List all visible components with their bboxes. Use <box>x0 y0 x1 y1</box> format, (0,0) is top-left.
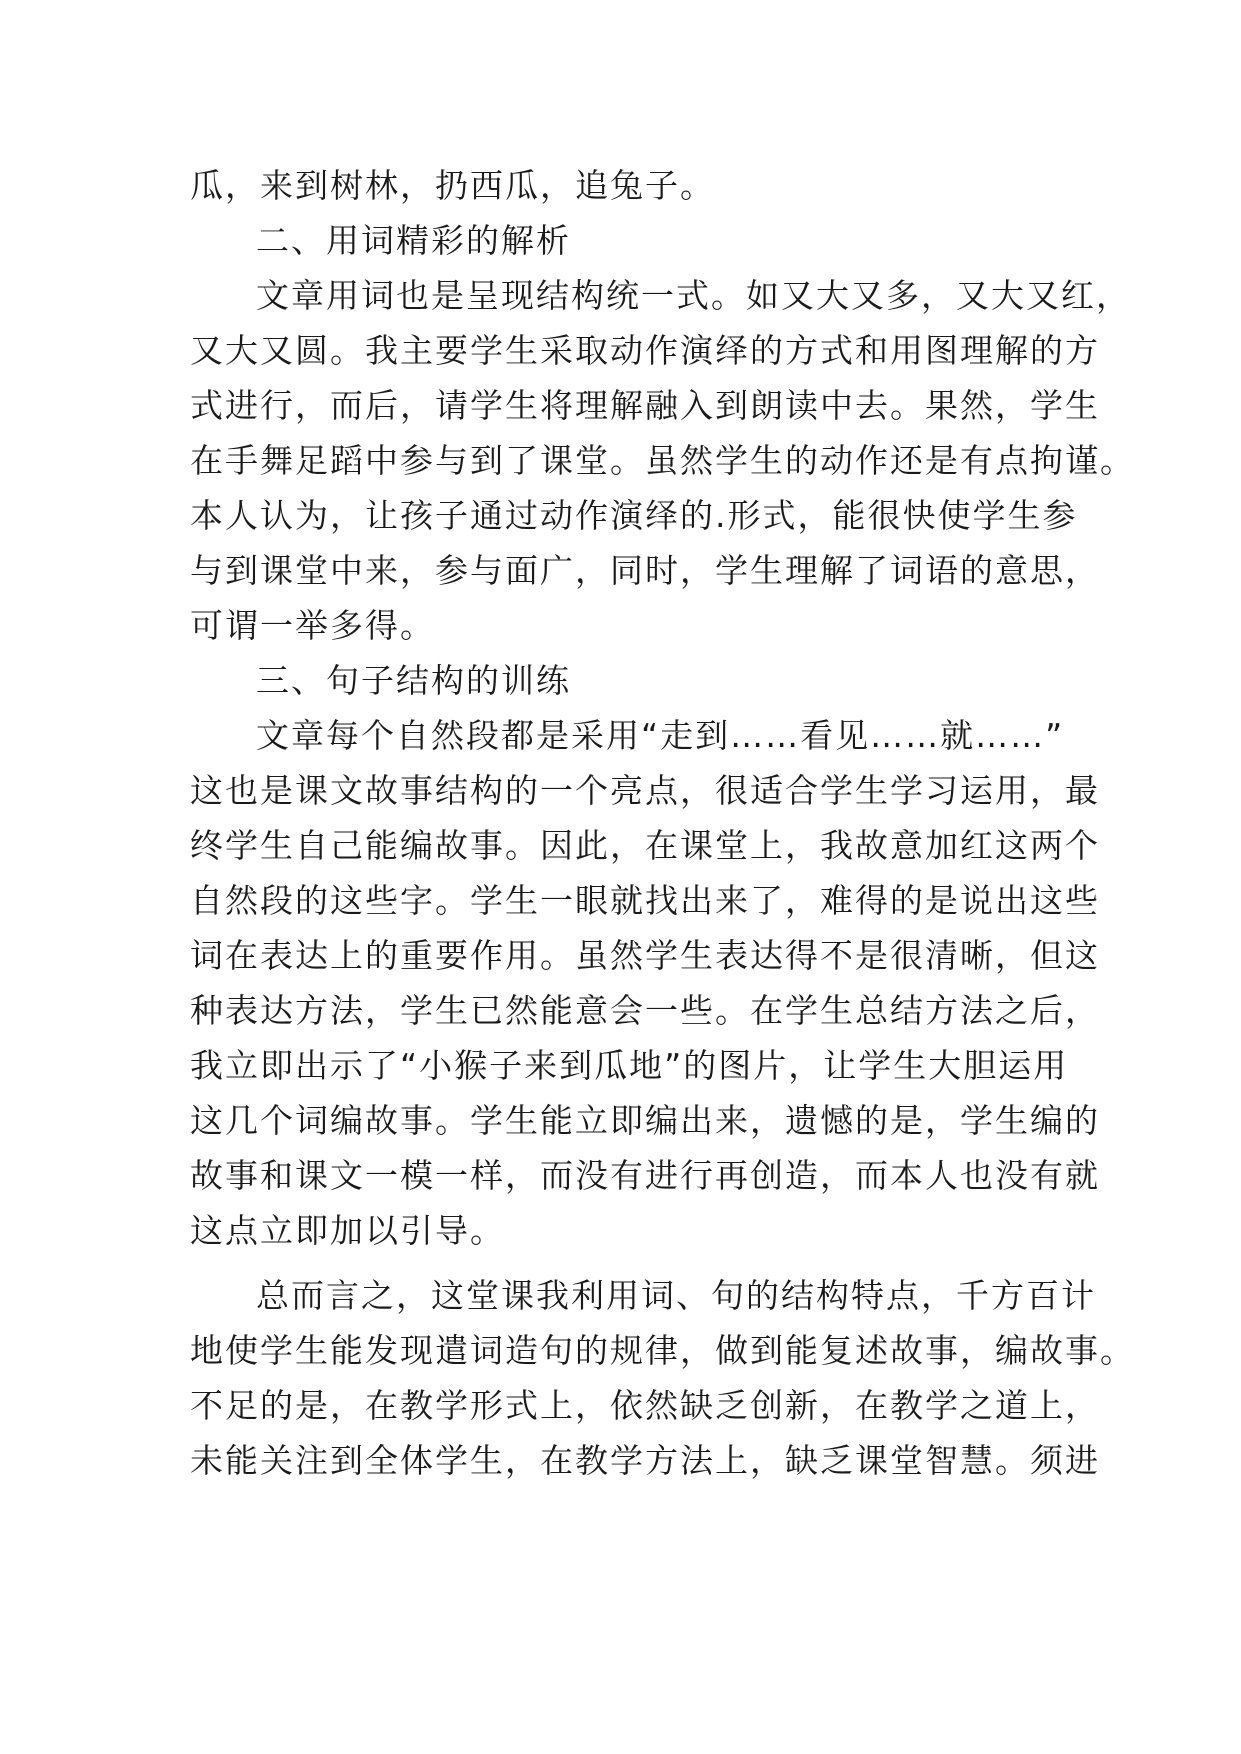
text-line: 文章用词也是呈现结构统一式。如又大又多，又大又红， <box>256 276 1131 315</box>
text-line: 词在表达上的重要作用。虽然学生表达得不是很清晰，但这 <box>190 936 1100 975</box>
section-heading: 二、用词精彩的解析 <box>256 221 571 260</box>
text-line: 地使学生能发现遣词造句的规律，做到能复述故事，编故事。 <box>190 1331 1135 1370</box>
text-line: 这也是课文故事结构的一个亮点，很适合学生学习运用，最 <box>190 771 1100 810</box>
text-line: 与到课堂中来，参与面广，同时，学生理解了词语的意思， <box>190 551 1100 590</box>
text-line: 式进行，而后，请学生将理解融入到朗读中去。果然，学生 <box>190 386 1100 425</box>
text-line: 可谓一举多得。 <box>190 606 435 645</box>
text-line: 文章每个自然段都是采用“走到……看见……就……” <box>256 716 1065 755</box>
text-line: 自然段的这些字。学生一眼就找出来了，难得的是说出这些 <box>190 881 1100 920</box>
text-line: 我立即出示了“小猴子来到瓜地”的图片，让学生大胆运用 <box>190 1046 1069 1085</box>
text-line: 在手舞足蹈中参与到了课堂。虽然学生的动作还是有点拘谨。 <box>190 441 1135 480</box>
text-line: 故事和课文一模一样，而没有进行再创造，而本人也没有就 <box>190 1156 1100 1195</box>
text-line: 又大又圆。我主要学生采取动作演绎的方式和用图理解的方 <box>190 331 1100 370</box>
text-line: 瓜，来到树林，扔西瓜，追兔子。 <box>190 166 715 205</box>
text-line: 这几个词编故事。学生能立即编出来，遗憾的是，学生编的 <box>190 1101 1100 1140</box>
text-line: 种表达方法，学生已然能意会一些。在学生总结方法之后， <box>190 991 1100 1030</box>
text-line: 总而言之，这堂课我利用词、句的结构特点，千方百计 <box>256 1276 1096 1315</box>
text-line: 不足的是，在教学形式上，依然缺乏创新，在教学之道上， <box>190 1386 1100 1425</box>
text-line: 这点立即加以引导。 <box>190 1211 505 1250</box>
text-line: 本人认为，让孩子通过动作演绎的.形式，能很快使学生参 <box>190 496 1078 535</box>
section-heading: 三、句子结构的训练 <box>256 661 571 700</box>
text-line: 终学生自己能编故事。因此，在课堂上，我故意加红这两个 <box>190 826 1100 865</box>
text-line: 未能关注到全体学生，在教学方法上，缺乏课堂智慧。须进 <box>190 1441 1100 1480</box>
